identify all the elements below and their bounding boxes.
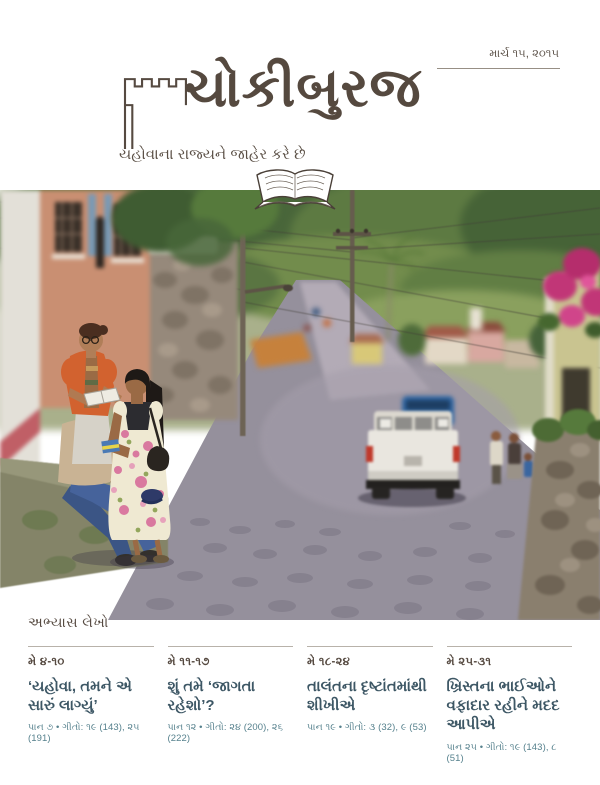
article-title: શું તમે ‘જાગતા રહેશો’? [167,678,256,715]
article-title: ખ્રિસ્તના ભાઈઓને વફાદાર રહીને મદદ આપીએ [446,678,560,734]
article-title: તાલંતના દૃષ્ટાંતમાંથી શીખીએ [307,678,427,715]
article-dates: મે ૪-૧૦ [28,656,65,668]
study-article-2 [168,646,294,764]
pedestrians [490,431,533,484]
article-title: ‘યહોવા, તમને એ સારું લાગ્યું’ [28,678,132,715]
study-articles-section [28,614,572,764]
study-article-1 [28,646,154,764]
magazine-subtitle: યહોવાના રાજ્યને જાહેર કરે છે [119,146,306,163]
article-info: પાન ૧૨ • ગીતો: ૨૪ (200), ૨૬ (222) [167,722,284,745]
study-articles-grid [28,646,572,764]
article-info: પાન ૧૯ • ગીતો: ૩ (32), ૯ (53) [307,722,427,734]
study-articles-heading: અભ્યાસ લેખો [28,614,109,630]
issue-date-text: માર્ચ ૧૫, ૨૦૧૫ [489,48,559,60]
magazine-title: ચોકીબુરજ [184,58,422,118]
article-dates: મે ૧૧-૧૭ [167,656,210,668]
article-info: પાન ૭ • ગીતો: ૧૯ (143), ૨૫ (191) [28,722,140,745]
right-stone-wall [518,409,600,620]
issue-date [437,48,560,69]
study-article-3 [307,646,433,764]
article-info: પાન ૨૫ • ગીતો: ૧૯ (143), ૮ (51) [446,741,557,764]
cover-photo [0,190,600,620]
article-dates: મે ૧૮-૨૪ [307,656,351,668]
white-pickup-truck [358,411,466,507]
study-article-4 [447,646,573,764]
article-dates: મે ૨૫-૩૧ [446,656,492,668]
open-book-icon [251,166,339,216]
